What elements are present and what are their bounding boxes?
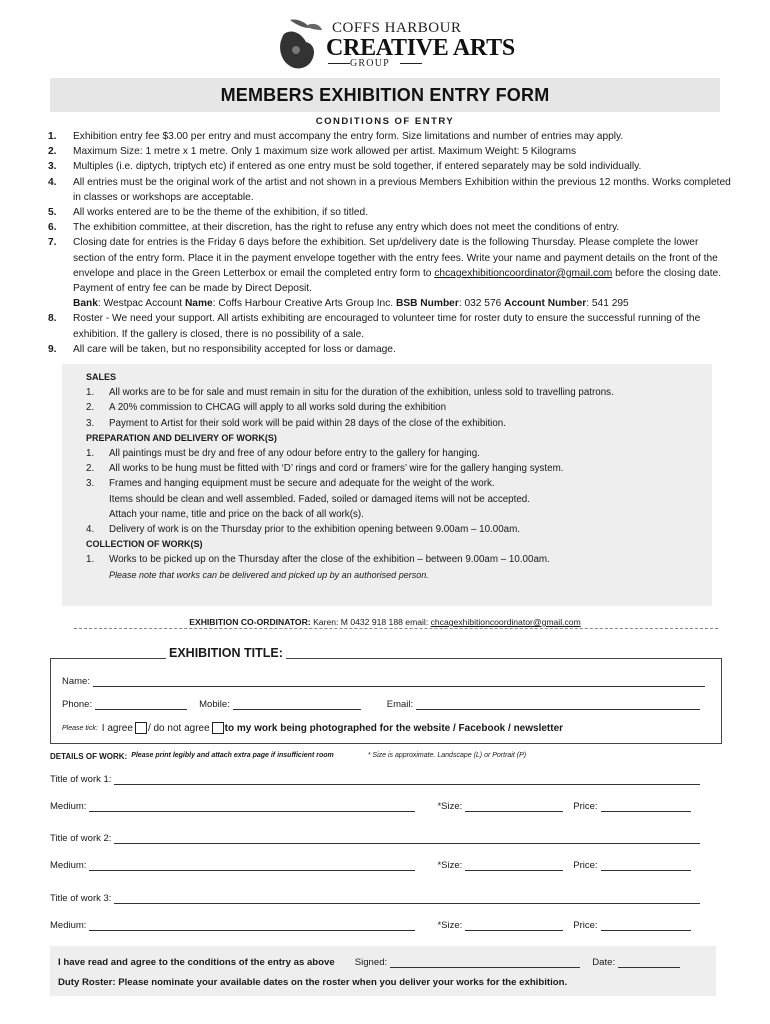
contact-row — [62, 699, 700, 710]
list-item: 2. A 20% commission to CHCAG will apply to all works sold during the exhibition — [86, 400, 706, 415]
condition-item: 7. Closing date for entries is the Friday 6 days before the exhibition. Set up/delivery date is the following Thursday. Please complete the lower section of the entry form. Place it in the payment envelope together with the entry fees. Write your name and payment details on the front of the envelope and place in the Green Letterbox or email the completed entry form to chcagexhibitioncoordinator@gmail.com before the closing date. Payment of entry fee can be made by Direct Deposit. Bank: Westpac Account Name: Coffs Harbour Creative Arts Group Inc. BSB Number: 032 576 Account Number: 541 295 — [48, 235, 733, 311]
prep-text-continued: Attach your name, title and price on the back of all work(s). — [109, 508, 364, 520]
sales-heading: SALES — [86, 372, 117, 382]
medium-label: Medium: — [50, 920, 87, 931]
medium-3-field[interactable] — [89, 921, 415, 931]
condition-item: 9. All care will be taken, but no responsibility accepted for loss or damage. — [48, 342, 733, 357]
size-note: * Size is approximate. Landscape (L) or Portrait (P) — [367, 752, 527, 759]
exhibition-title-label: EXHIBITION TITLE: — [166, 646, 286, 660]
sales-text: Payment to Artist for their sold work will be paid within 28 days of the close of the exhibition. — [109, 417, 506, 429]
closing-date-text-2: before the closing date. Payment of entry fee can be made by Direct Deposit. — [73, 267, 722, 295]
size-1-field[interactable] — [465, 802, 563, 812]
mobile-label: Mobile: — [199, 699, 230, 710]
condition-text: All entries must be the original work of the artist and not shown in a previous Members Exhibition within the previous 12 months. Works completed in classes or workshops are acceptable. — [73, 176, 731, 203]
account-name-label: Name — [184, 298, 213, 310]
title-band — [50, 78, 720, 112]
mobile-field[interactable] — [233, 700, 361, 710]
price-3-field[interactable] — [601, 921, 691, 931]
list-item: 3. Payment to Artist for their sold work will be paid within 28 days of the close of the exhibition. — [86, 416, 706, 431]
prep-text: All paintings must be dry and free of any odour before entry to the gallery for hanging. — [109, 448, 480, 460]
date-label: Date: — [592, 957, 616, 968]
condition-item: 8. Roster - We need your support. All artists exhibiting are encouraged to volunteer time for roster duty to ensure the successful running of the exhibition. If the gallery is closed, there is no possibility of a sale. — [48, 311, 733, 341]
size-label: *Size: — [437, 860, 463, 871]
title-work-2-field[interactable] — [114, 834, 700, 844]
conditions-list — [48, 129, 733, 357]
prep-text: Delivery of work is on the Thursday prior to the exhibition opening between 9.00am – 10.00am. — [109, 524, 520, 536]
work-1-title-row — [50, 774, 700, 785]
work-3-title-row — [50, 893, 700, 904]
size-2-field[interactable] — [465, 861, 563, 871]
coordinator-line — [0, 617, 770, 627]
details-header — [50, 752, 526, 761]
condition-item: 3. Multiples (i.e. diptych, triptych etc) if entered as one entry must be sold together, if entered separately may be sold individually. — [48, 159, 733, 174]
logo-rule-right — [400, 63, 422, 64]
date-field[interactable] — [618, 958, 680, 968]
list-item: 2. All works to be hung must be fitted with ‘D’ rings and cord or framers’ wire for the gallery hanging system. — [86, 461, 706, 476]
list-item: 4. Delivery of work is on the Thursday prior to the exhibition opening between 9.00am – 10.00am. — [86, 522, 706, 537]
name-row — [62, 676, 705, 687]
title-work-3-field[interactable] — [114, 894, 700, 904]
page-title: MEMBERS EXHIBITION ENTRY FORM — [220, 85, 550, 105]
size-label: *Size: — [437, 920, 463, 931]
photo-consent-row — [62, 722, 563, 734]
prep-text: Frames and hanging equipment must be secure and adequate for the weight of the work. — [109, 478, 495, 490]
account-number-label: Account Number — [504, 298, 587, 310]
logo-line-1: COFFS HARBOUR — [332, 20, 462, 36]
price-label: Price: — [573, 801, 598, 812]
work-2-medium-row — [50, 860, 691, 871]
closing-date-text: Closing date for entries is the Friday 6 days before the exhibition. Set up/delivery date is the following Thursday. Please complete the lower section of the entry form. Place it in the payment envelope together with the entry fees. Write your name and payment details on the front of the envelope and place in the Green Letterbox or email the completed entry form to — [73, 237, 718, 279]
list-item: 1. All works are to be for sale and must remain in situ for the duration of the exhibition, unless sold to travelling patrons. — [86, 385, 706, 400]
condition-item: 1. Exhibition entry fee $3.00 per entry and must accompany the entry form. Size limitations and number of entries may apply. — [48, 129, 733, 144]
price-label: Price: — [573, 860, 598, 871]
sales-info — [86, 370, 706, 583]
condition-text: Multiples (i.e. diptych, triptych etc) if entered as one entry must be sold together, if entered separately may be sold individually. — [73, 161, 642, 173]
collection-note: Please note that works can be delivered and picked up by an authorised person. — [109, 569, 429, 580]
logo-rule-left — [328, 63, 350, 64]
condition-item: 5. All works entered are to be the theme of the exhibition, if so titled. — [48, 205, 733, 220]
preparation-heading: PREPARATION AND DELIVERY OF WORK(S) — [86, 432, 277, 443]
medium-label: Medium: — [50, 801, 87, 812]
prep-text: All works to be hung must be fitted with ‘D’ rings and cord or framers’ wire for the gallery hanging system. — [109, 463, 564, 475]
title-work-2-label: Title of work 2: — [50, 833, 112, 844]
email-label: Email: — [386, 699, 414, 710]
prep-text-continued: Items should be clean and well assembled. Faded, soiled or damaged items will not be accepted. — [109, 493, 530, 505]
work-2-title-row — [50, 833, 700, 844]
bank-label: Bank — [73, 298, 98, 310]
condition-text: All works entered are to be the theme of the exhibition, if so titled. — [73, 207, 369, 219]
signed-label: Signed: — [354, 957, 388, 968]
conditions-heading: CONDITIONS OF ENTRY — [315, 116, 455, 127]
collection-text: Works to be picked up on the Thursday after the close of the exhibition – between 9.00am – 10.00am. — [109, 554, 550, 566]
condition-text: Roster - We need your support. All artists exhibiting are encouraged to volunteer time for roster duty to ensure the successful running of the exhibition. If the gallery is closed, there is no possibility of a sale. — [73, 313, 701, 340]
email-field[interactable] — [416, 700, 700, 710]
medium-label: Medium: — [50, 860, 87, 871]
do-not-agree-checkbox[interactable] — [212, 722, 224, 734]
logo-emblem-icon — [276, 16, 332, 72]
phone-label: Phone: — [62, 699, 93, 710]
list-item: 1. All paintings must be dry and free of any odour before entry to the gallery for hanging. — [86, 446, 706, 461]
work-3-medium-row — [50, 920, 691, 931]
medium-1-field[interactable] — [89, 802, 415, 812]
list-item: 1. Works to be picked up on the Thursday after the close of the exhibition – between 9.00am – 10.00am. — [86, 552, 706, 567]
work-1-medium-row — [50, 801, 691, 812]
price-label: Price: — [573, 920, 598, 931]
size-3-field[interactable] — [465, 921, 563, 931]
duty-roster-text: Duty Roster: Please nominate your available dates on the roster when you deliver your works for the exhibition. — [58, 977, 568, 988]
medium-2-field[interactable] — [89, 861, 415, 871]
name-field[interactable] — [93, 677, 705, 687]
name-label: Name: — [62, 676, 90, 687]
price-2-field[interactable] — [601, 861, 691, 871]
do-not-agree-label: / do not agree — [147, 722, 210, 734]
declaration-row — [58, 957, 680, 968]
bank-value: : Westpac Account — [97, 298, 185, 310]
sales-text: A 20% commission to CHCAG will apply to all works sold during the exhibition — [109, 402, 447, 414]
i-agree-label: I agree — [101, 722, 133, 734]
bsb-value: : 032 576 — [458, 298, 505, 310]
chcag-logo — [276, 16, 515, 72]
list-item: 3. Frames and hanging equipment must be secure and adequate for the weight of the work. — [86, 476, 706, 491]
signature-field[interactable] — [390, 958, 580, 968]
details-label: DETAILS OF WORK: — [50, 752, 128, 761]
cut-line-divider — [74, 628, 718, 629]
condition-text — [73, 235, 733, 311]
price-1-field[interactable] — [601, 802, 691, 812]
condition-item: 4. All entries must be the original work of the artist and not shown in a previous Members Exhibition within the previous 12 months. Works completed in classes or workshops are acceptable. — [48, 175, 733, 205]
details-instructions: Please print legibly and attach extra page if insufficient room — [131, 752, 334, 759]
logo-line-3: GROUP — [350, 58, 390, 69]
title-work-1-field[interactable] — [114, 775, 700, 785]
coordinator-text: Karen: M 0432 918 188 email: — [310, 617, 431, 627]
condition-text: Exhibition entry fee $3.00 per entry and must accompany the entry form. Size limitations and number of entries may apply. — [73, 131, 624, 142]
bsb-label: BSB Number — [395, 298, 459, 310]
condition-text: The exhibition committee, at their discretion, has the right to refuse any entry which does not meet the conditions of entry. — [73, 222, 620, 234]
agree-checkbox[interactable] — [135, 722, 147, 734]
size-label: *Size: — [437, 801, 463, 812]
condition-item: 6. The exhibition committee, at their discretion, has the right to refuse any entry which does not meet the conditions of entry. — [48, 220, 733, 235]
coordinator-email-link[interactable]: chcagexhibitioncoordinator@gmail.com — [434, 267, 613, 279]
please-tick-label: Please tick: — [62, 724, 98, 732]
phone-field[interactable] — [95, 700, 187, 710]
coordinator-email[interactable]: chcagexhibitioncoordinator@gmail.com — [430, 617, 581, 627]
title-work-3-label: Title of work 3: — [50, 893, 112, 904]
coordinator-label: EXHIBITION CO-ORDINATOR: — [189, 617, 311, 627]
condition-text: All care will be taken, but no responsibility accepted for loss or damage. — [73, 343, 396, 355]
sales-text: All works are to be for sale and must remain in situ for the duration of the exhibition, unless sold to travelling patrons. — [109, 387, 614, 399]
account-number-value: : 541 295 — [586, 298, 629, 310]
condition-item: 2. Maximum Size: 1 metre x 1 metre. Only 1 maximum size work allowed per artist. Maximum Weight: 5 Kilograms — [48, 144, 733, 159]
logo-line-2: CREATIVE ARTS — [326, 35, 515, 61]
condition-text: Maximum Size: 1 metre x 1 metre. Only 1 maximum size work allowed per artist. Maximum Weight: 5 Kilograms — [73, 146, 577, 158]
declaration-text: I have read and agree to the conditions of the entry as above — [58, 957, 335, 968]
account-name-value: : Coffs Harbour Creative Arts Group Inc. — [212, 298, 396, 310]
title-work-1-label: Title of work 1: — [50, 774, 112, 785]
consent-text: to my work being photographed for the website / Facebook / newsletter — [224, 722, 564, 734]
collection-heading: COLLECTION OF WORK(S) — [86, 539, 203, 550]
declaration-box — [50, 946, 716, 996]
